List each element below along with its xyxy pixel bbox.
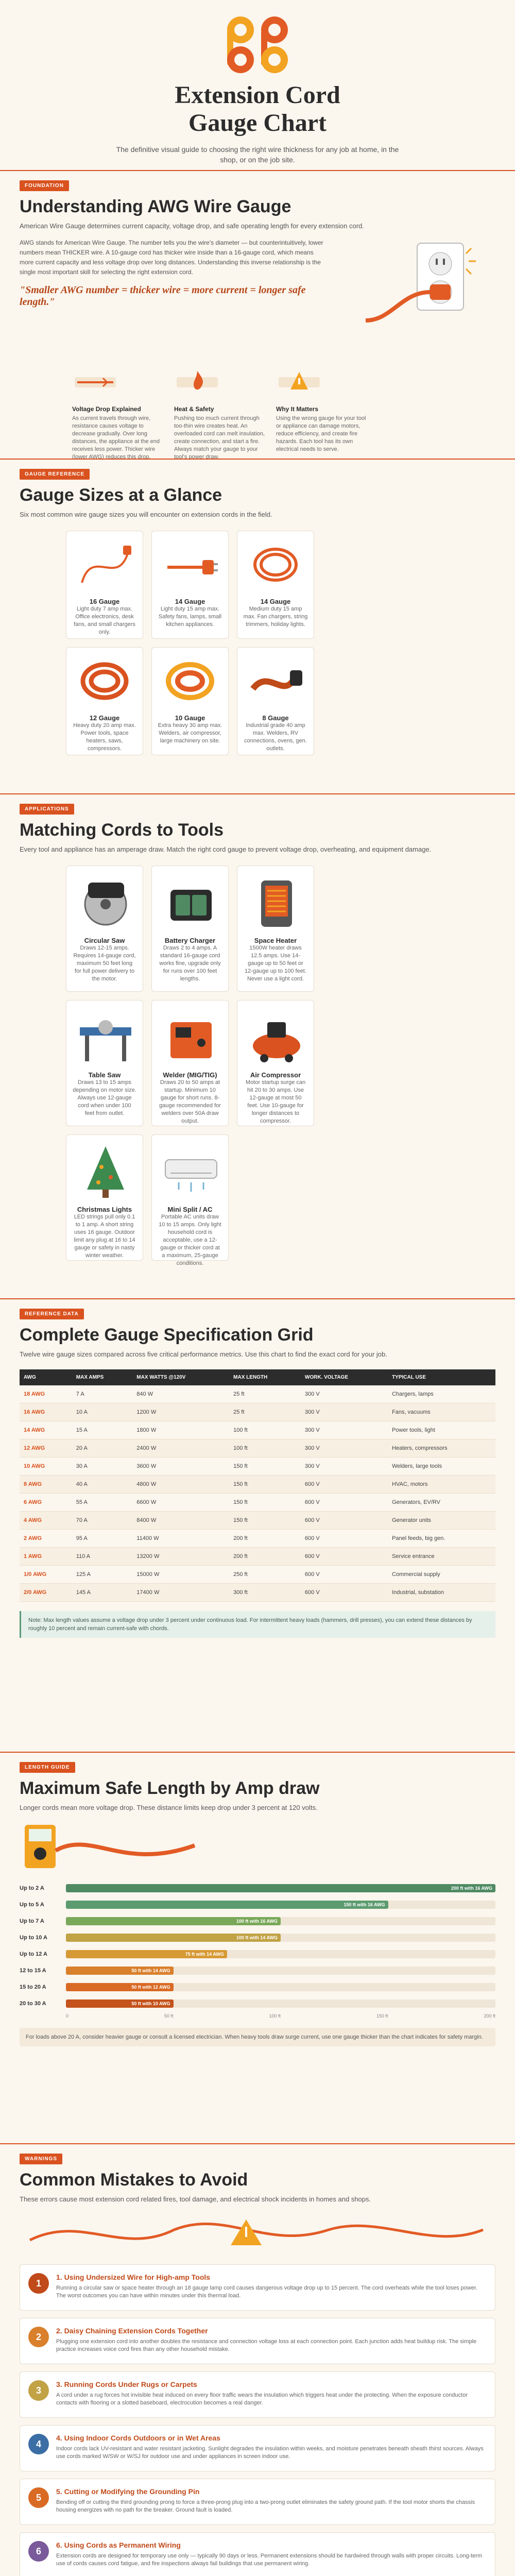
table-cell: 4 AWG bbox=[20, 1512, 72, 1530]
table-cell: 3600 W bbox=[132, 1458, 229, 1476]
mistake-item bbox=[20, 2532, 495, 2576]
table-cell: 125 A bbox=[72, 1566, 133, 1584]
title-line1: Extension Cord bbox=[175, 81, 340, 109]
bar-row bbox=[20, 1931, 495, 1944]
voltage-drop-icon bbox=[72, 367, 118, 398]
table-cell: Commercial supply bbox=[388, 1566, 495, 1584]
tool-desc: Draws 20 to 50 amps at startup. Minimum 10 gauge for short runs. 8-gauge recommended for welders over 50A draw output. bbox=[159, 1079, 221, 1124]
mistake-desc: Running a circular saw or space heater through an 18 gauge lamp cord causes dangerous voltage drop up to 15 percent. The cord overheats while the tool loses power. The worst outcomes you can have within minutes under this thermal load. bbox=[56, 2285, 477, 2299]
table-cell: 1200 W bbox=[132, 1403, 229, 1421]
table-cell: 70 A bbox=[72, 1512, 133, 1530]
table-cell: 600 V bbox=[301, 1530, 388, 1548]
table-row bbox=[20, 1512, 495, 1530]
hazard-illustration-icon bbox=[20, 2209, 495, 2256]
section-title: Common Mistakes to Avoid bbox=[20, 2170, 248, 2190]
mistake-desc: Extension cords are designed for temporary use only — typically 90 days or less. Permanent extensions should be hardwired through walls with proper circuits. Long-term use of cords causes cord fatigue, and fire inspections always fail buildings that use permanent wiring. bbox=[56, 2553, 483, 2567]
mistake-item bbox=[20, 2371, 495, 2418]
gauge-title: 8 Gauge bbox=[262, 714, 289, 722]
axis-tick-label: 0 bbox=[66, 2013, 69, 2019]
meter-illustration bbox=[20, 1820, 495, 1871]
table-row bbox=[20, 1403, 495, 1421]
tool-card bbox=[151, 866, 229, 992]
heat-flame-icon bbox=[174, 367, 220, 398]
table-cell: 150 ft bbox=[229, 1458, 301, 1476]
gauge-card bbox=[66, 647, 143, 755]
bar-row bbox=[20, 1980, 495, 1994]
table-row bbox=[20, 1385, 495, 1403]
table-cell: 200 ft bbox=[229, 1548, 301, 1566]
table-cell: 200 ft bbox=[229, 1530, 301, 1548]
bar-track bbox=[66, 1901, 495, 1909]
header-cell: TYPICAL USE bbox=[388, 1369, 495, 1385]
mistake-title: 6. Using Cords as Permanent Wiring bbox=[56, 2541, 181, 2549]
bar-track bbox=[66, 1999, 495, 2008]
section-intro: Twelve wire gauge sizes compared across five critical performance metrics. Use this chart to find the exact cord for your job. bbox=[20, 1350, 387, 1358]
bar-axis bbox=[66, 2013, 495, 2019]
air-compressor-icon bbox=[244, 1007, 310, 1069]
table-cell: 600 V bbox=[301, 1566, 388, 1584]
table-cell: 15000 W bbox=[132, 1566, 229, 1584]
page-title bbox=[0, 81, 515, 137]
christmas-tree-icon bbox=[73, 1141, 139, 1203]
tool-title: Welder (MIG/TIG) bbox=[163, 1071, 217, 1079]
bar-category-label: Up to 2 A bbox=[20, 1885, 44, 1891]
table-cell: 14 AWG bbox=[20, 1421, 72, 1439]
gauge-title: 12 Gauge bbox=[89, 714, 120, 722]
section-intro: Every tool and appliance has an amperage draw. Match the right cord gauge to prevent voltage drop, overheating, and equipment damage. bbox=[20, 845, 432, 853]
header-cell: MAX WATTS @120V bbox=[132, 1369, 229, 1385]
gauge-desc: Medium duty 15 amp max. Fan chargers, string trimmers, holiday lights. bbox=[243, 606, 308, 628]
bar-category-label: 12 to 15 A bbox=[20, 1968, 46, 1974]
heavy-coil-icon bbox=[72, 653, 138, 709]
table-cell: 2400 W bbox=[132, 1439, 229, 1458]
length-bar-chart bbox=[20, 1882, 495, 2010]
gauge-card bbox=[237, 531, 314, 639]
table-cell: 300 V bbox=[301, 1458, 388, 1476]
table-cell: 600 V bbox=[301, 1476, 388, 1494]
gauge-desc: Extra heavy 30 amp max. Welders, air compressor, large machinery on site. bbox=[158, 722, 222, 744]
gauge-desc: Light duty 15 amp max. Safety fans, lamps, small kitchen appliances. bbox=[158, 606, 222, 628]
table-cell: 17400 W bbox=[132, 1584, 229, 1602]
mistake-desc: A cord under a rug forces hot invisible heat induced on every floor traffic wears the insulation which triggers heat under the protecting. When the exposure conductor contacts with flooring or a slotted baseboard, electrocution becomes a real danger. bbox=[56, 2392, 468, 2406]
section-tag: GAUGE REFERENCE bbox=[20, 469, 90, 480]
mistake-item bbox=[20, 2425, 495, 2471]
axis-tick-label: 100 ft bbox=[269, 2013, 281, 2019]
welder-icon bbox=[158, 1007, 224, 1069]
header-cell: MAX LENGTH bbox=[229, 1369, 301, 1385]
bar-track bbox=[66, 1950, 495, 1958]
bar-row bbox=[20, 1997, 495, 2010]
table-row bbox=[20, 1494, 495, 1512]
tool-title: Battery Charger bbox=[164, 937, 216, 944]
gauge-card bbox=[237, 647, 314, 755]
spec-table bbox=[20, 1369, 495, 1602]
gauge-card bbox=[151, 531, 229, 639]
mistake-number: 5 bbox=[28, 2487, 49, 2508]
table-cell: Service entrance bbox=[388, 1548, 495, 1566]
table-cell: 1 AWG bbox=[20, 1548, 72, 1566]
bar-mark: 50 ft with 12 AWG bbox=[66, 1983, 174, 1991]
table-cell: Industrial, substation bbox=[388, 1584, 495, 1602]
tool-desc: Portable AC units draw 10 to 15 amps. Only light household cord is acceptable, use a 12-gauge or thicker cord at a maximum, 25-gauge conditions. bbox=[159, 1214, 221, 1266]
gauge-card bbox=[151, 647, 229, 755]
table-cell: 300 V bbox=[301, 1403, 388, 1421]
gauge-grid bbox=[66, 531, 495, 755]
table-row bbox=[20, 1566, 495, 1584]
section-tag: WARNINGS bbox=[20, 2154, 62, 2164]
bar-row bbox=[20, 1914, 495, 1928]
awg-quote: "Smaller AWG number = thicker wire = more current = longer safe length." bbox=[20, 284, 306, 308]
table-cell: 12 AWG bbox=[20, 1439, 72, 1458]
mistake-desc: Plugging one extension cord into another doubles the resistance and connection voltage loss at each connection point. Each junction adds heat buildup risk. The simple practice increases voice cord fires than any other household mistake. bbox=[56, 2338, 477, 2352]
table-cell: 150 ft bbox=[229, 1494, 301, 1512]
plug-logo-icon bbox=[0, 14, 515, 76]
circular-saw-icon bbox=[73, 872, 139, 934]
page-subtitle: The definitive visual guide to choosing the right wire thickness for any job at home, in the shop, or on the job site. bbox=[116, 145, 399, 164]
section-intro: American Wire Gauge determines current capacity, voltage drop, and safe operating length for every extension cord. bbox=[20, 222, 364, 230]
table-cell: 7 A bbox=[72, 1385, 133, 1403]
table-cell: 600 V bbox=[301, 1548, 388, 1566]
mistake-title: 4. Using Indoor Cords Outdoors or in Wet Areas bbox=[56, 2434, 220, 2442]
table-cell: 150 ft bbox=[229, 1476, 301, 1494]
table-cell: 300 V bbox=[301, 1439, 388, 1458]
battery-charger-icon bbox=[158, 872, 224, 934]
table-cell: 840 W bbox=[132, 1385, 229, 1403]
bar-mark: 75 ft with 14 AWG bbox=[66, 1950, 227, 1958]
axis-tick-label: 50 ft bbox=[164, 2013, 174, 2019]
bar-mark: 200 ft with 16 AWG bbox=[66, 1884, 495, 1892]
tool-desc: Motor startup surge can hit 20 to 30 amps. Use 12-gauge at most 50 feet. Use 10-gauge for longer distances to compressor. bbox=[245, 1079, 306, 1124]
table-cell: 250 ft bbox=[229, 1566, 301, 1584]
header-cell: WORK. VOLTAGE bbox=[301, 1369, 388, 1385]
table-body bbox=[20, 1385, 495, 1602]
section-intro: Longer cords mean more voltage drop. These distance limits keep drop under 3 percent at 120 volts. bbox=[20, 1804, 318, 1811]
table-cell: HVAC, motors bbox=[388, 1476, 495, 1494]
table-cell: Power tools, light bbox=[388, 1421, 495, 1439]
gauge-card bbox=[66, 531, 143, 639]
table-cell: Welders, large tools bbox=[388, 1458, 495, 1476]
table-cell: Fans, vacuums bbox=[388, 1403, 495, 1421]
table-cell: 55 A bbox=[72, 1494, 133, 1512]
bar-track bbox=[66, 1934, 495, 1942]
table-cell: 100 ft bbox=[229, 1439, 301, 1458]
bar-mark: 50 ft with 14 AWG bbox=[66, 1967, 174, 1975]
mistake-number: 3 bbox=[28, 2380, 49, 2401]
why-item bbox=[276, 367, 369, 461]
tool-title: Table Saw bbox=[88, 1071, 121, 1079]
section-tag: REFERENCE DATA bbox=[20, 1309, 84, 1319]
mistake-title: 3. Running Cords Under Rugs or Carpets bbox=[56, 2380, 197, 2388]
mistake-number: 2 bbox=[28, 2327, 49, 2347]
section-length-guide bbox=[0, 1752, 515, 2143]
cord-plug-icon bbox=[157, 536, 223, 593]
mistake-title: 5. Cutting or Modifying the Grounding Pin bbox=[56, 2487, 200, 2496]
bar-mark: 100 ft with 16 AWG bbox=[66, 1917, 281, 1925]
bar-row bbox=[20, 1964, 495, 1977]
table-cell: 25 ft bbox=[229, 1385, 301, 1403]
bar-track bbox=[66, 1884, 495, 1892]
spec-note: Note: Max length values assume a voltage drop under 3 percent under continuous load. For intermittent heavy loads (hammers, drill presses), you can extend these distances by roughly 10 percent and remain current-safe with chords. bbox=[20, 1611, 495, 1638]
table-row bbox=[20, 1584, 495, 1602]
bar-category-label: Up to 5 A bbox=[20, 1902, 44, 1908]
table-cell: 18 AWG bbox=[20, 1385, 72, 1403]
tool-title: Air Compressor bbox=[250, 1071, 301, 1079]
why-row bbox=[72, 367, 369, 461]
thin-cord-icon bbox=[72, 536, 138, 593]
table-cell: 600 V bbox=[301, 1512, 388, 1530]
table-cell: 150 ft bbox=[229, 1512, 301, 1530]
section-applications bbox=[0, 793, 515, 1298]
tool-title: Space Heater bbox=[254, 937, 297, 944]
table-cell: 15 A bbox=[72, 1421, 133, 1439]
bar-mark: 150 ft with 16 AWG bbox=[66, 1901, 388, 1909]
why-item bbox=[72, 367, 165, 461]
table-cell: Generator units bbox=[388, 1512, 495, 1530]
table-row bbox=[20, 1530, 495, 1548]
bar-mark: 100 ft with 14 AWG bbox=[66, 1934, 281, 1942]
table-cell: Generators, EV/RV bbox=[388, 1494, 495, 1512]
tool-desc: 1500W heater draws 12.5 amps. Use 14-gauge up to 50 feet or 12-gauge up to 100 feet. Never use a light cord. bbox=[245, 945, 306, 982]
gauge-desc: Heavy duty 20 amp max. Power tools, space heaters, saws, compressors. bbox=[73, 722, 136, 752]
table-cell: 100 ft bbox=[229, 1421, 301, 1439]
table-cell: 1/0 AWG bbox=[20, 1566, 72, 1584]
mistake-desc: Indoor cords lack UV-resistant and water resistant jacketing. Sunlight degrades the insulation within weeks, and moisture penetrates beneath sheath thirst sources. Always use cords marked W/SW or W/SJ for outdoor use and under appliances in screen indoor use. bbox=[56, 2446, 484, 2460]
section-tag: APPLICATIONS bbox=[20, 804, 74, 815]
table-cell: 300 V bbox=[301, 1385, 388, 1403]
bar-track bbox=[66, 1917, 495, 1925]
header-cell: MAX AMPS bbox=[72, 1369, 133, 1385]
table-saw-icon bbox=[73, 1007, 139, 1069]
bar-category-label: Up to 12 A bbox=[20, 1951, 47, 1957]
section-mistakes bbox=[0, 2143, 515, 2576]
table-cell: 10 AWG bbox=[20, 1458, 72, 1476]
table-row bbox=[20, 1458, 495, 1476]
space-heater-icon bbox=[244, 872, 310, 934]
table-cell: 30 A bbox=[72, 1458, 133, 1476]
tool-title: Mini Split / AC bbox=[167, 1206, 213, 1213]
table-cell: Heaters, compressors bbox=[388, 1439, 495, 1458]
why-title: Heat & Safety bbox=[174, 405, 214, 413]
table-row bbox=[20, 1421, 495, 1439]
section-title: Gauge Sizes at a Glance bbox=[20, 485, 222, 505]
table-cell: Panel feeds, big gen. bbox=[388, 1530, 495, 1548]
table-row bbox=[20, 1548, 495, 1566]
section-title: Matching Cords to Tools bbox=[20, 820, 224, 840]
why-desc: Pushing too much current through too-thin wire creates heat. An overloaded cord can melt insulation, create connection, and start a fire. Always match your gauge to your tool's power draw. bbox=[174, 415, 265, 460]
why-title: Voltage Drop Explained bbox=[72, 405, 141, 413]
industrial-cord-icon bbox=[243, 653, 308, 709]
mistake-title: 1. Using Undersized Wire for High-amp Tools bbox=[56, 2273, 211, 2281]
warning-icon bbox=[276, 367, 322, 398]
tool-card bbox=[66, 866, 143, 992]
why-title: Why It Matters bbox=[276, 405, 319, 413]
table-cell: 8 AWG bbox=[20, 1476, 72, 1494]
axis-tick-label: 200 ft bbox=[484, 2013, 495, 2019]
mistake-number: 1 bbox=[28, 2273, 49, 2294]
mistake-number: 4 bbox=[28, 2434, 49, 2454]
tool-card bbox=[151, 1134, 229, 1266]
table-cell: 95 A bbox=[72, 1530, 133, 1548]
section-title: Complete Gauge Specification Grid bbox=[20, 1325, 314, 1345]
tool-card bbox=[66, 1000, 143, 1126]
table-cell: 40 A bbox=[72, 1476, 133, 1494]
hero-header bbox=[0, 0, 515, 170]
mistake-item bbox=[20, 2479, 495, 2525]
mini-split-ac-icon bbox=[158, 1141, 224, 1203]
header-cell: AWG bbox=[20, 1369, 72, 1385]
mistake-title: 2. Daisy Chaining Extension Cords Together bbox=[56, 2327, 208, 2335]
gauge-title: 10 Gauge bbox=[175, 714, 205, 722]
mistake-list bbox=[20, 2264, 495, 2576]
section-title: Understanding AWG Wire Gauge bbox=[20, 197, 291, 216]
section-gauge-reference bbox=[0, 459, 515, 793]
gauge-title: 16 Gauge bbox=[89, 598, 120, 605]
bar-category-label: Up to 7 A bbox=[20, 1918, 44, 1924]
why-desc: As current travels through wire, resistance causes voltage to decrease gradually. Over long distances, the appliance at the end receives less power. Thicker wire (lower AWG) reduces this drop. bbox=[72, 415, 160, 460]
table-cell: 300 ft bbox=[229, 1584, 301, 1602]
reel-cord-icon bbox=[157, 653, 223, 709]
mistake-item bbox=[20, 2318, 495, 2364]
tool-title: Christmas Lights bbox=[77, 1206, 132, 1213]
table-cell: 600 V bbox=[301, 1584, 388, 1602]
table-cell: 13200 W bbox=[132, 1548, 229, 1566]
table-cell: 16 AWG bbox=[20, 1403, 72, 1421]
gauge-title: 14 Gauge bbox=[175, 598, 205, 605]
tool-title: Circular Saw bbox=[84, 937, 125, 944]
table-row bbox=[20, 1476, 495, 1494]
section-foundation bbox=[0, 170, 515, 459]
bar-mark: 50 ft with 10 AWG bbox=[66, 1999, 174, 2008]
length-note: For loads above 20 A, consider heavier gauge or consult a licensed electrician. When heavy tools draw surge current, use one gauge thicker than the chart indicates for safety margin. bbox=[20, 2028, 495, 2046]
table-cell: 4800 W bbox=[132, 1476, 229, 1494]
table-cell: 2 AWG bbox=[20, 1530, 72, 1548]
bar-track bbox=[66, 1983, 495, 1991]
table-cell: 25 ft bbox=[229, 1403, 301, 1421]
table-cell: 20 A bbox=[72, 1439, 133, 1458]
section-tag: LENGTH GUIDE bbox=[20, 1762, 75, 1773]
gauge-desc: Industrial grade 40 amp max. Welders, RV connections, ovens, gen. outlets. bbox=[244, 722, 307, 752]
gauge-title: 14 Gauge bbox=[260, 598, 291, 605]
table-cell: 6600 W bbox=[132, 1494, 229, 1512]
tool-grid bbox=[66, 866, 495, 1266]
bar-category-label: Up to 10 A bbox=[20, 1935, 47, 1941]
awg-body: AWG stands for American Wire Gauge. The number tells you the wire's diameter — but counterintuitively, lower numbers mean THICKER wire. A 10-gauge cord has thicker wire inside than a 16-gauge cord, which means more current capacity and less voltage drop over long distances. Understanding this inverse relationship is the single most important skill for selecting the right extension cord. bbox=[20, 239, 323, 276]
tool-card bbox=[151, 1000, 229, 1126]
bar-track bbox=[66, 1967, 495, 1975]
tool-desc: Draws 13 to 15 amps depending on motor size. Always use 12-gauge cord when under 100 feet from outlet. bbox=[73, 1079, 136, 1116]
table-cell: 11400 W bbox=[132, 1530, 229, 1548]
wall-outlet-icon bbox=[360, 233, 484, 336]
multimeter-cord-icon bbox=[20, 1820, 205, 1871]
table-cell: 145 A bbox=[72, 1584, 133, 1602]
bar-row bbox=[20, 1898, 495, 1911]
table-cell: 2/0 AWG bbox=[20, 1584, 72, 1602]
tool-desc: LED strings pull only 0.1 to 1 amp. A short string uses 16 gauge. Outdoor limit any plug at 16 to 14 gauge or safety in nasty winter weather. bbox=[74, 1214, 135, 1259]
table-row bbox=[20, 1439, 495, 1458]
why-desc: Using the wrong gauge for your tool or appliance can damage motors, reduce efficiency, and create fire hazards. Each tool has its own electrical needs to serve. bbox=[276, 415, 366, 452]
gauge-desc: Light duty 7 amp max. Office electronics, desk fans, and small chargers only. bbox=[74, 606, 135, 635]
tool-desc: Draws 12-15 amps. Requires 14-gauge cord, maximum 50 feet long for full power delivery to the motor. bbox=[73, 945, 136, 982]
table-cell: 10 A bbox=[72, 1403, 133, 1421]
table-cell: 6 AWG bbox=[20, 1494, 72, 1512]
coiled-cord-icon bbox=[243, 536, 308, 593]
table-cell: 300 V bbox=[301, 1421, 388, 1439]
table-cell: 110 A bbox=[72, 1548, 133, 1566]
tool-card bbox=[66, 1134, 143, 1261]
table-header-row bbox=[20, 1369, 495, 1385]
title-line2: Gauge Chart bbox=[188, 109, 327, 137]
section-spec-grid bbox=[0, 1298, 515, 1752]
mistake-desc: Bending off or cutting the third grounding prong to force a three-prong plug into a two-prong outlet eliminates the safety ground path. If the tool motor shorts the chassis housing energizes with no path for the breaker. Ground fault is loaded. bbox=[56, 2499, 475, 2513]
mistake-number: 6 bbox=[28, 2541, 49, 2562]
axis-tick-label: 150 ft bbox=[376, 2013, 388, 2019]
tool-card bbox=[237, 866, 314, 992]
section-intro: These errors cause most extension cord related fires, tool damage, and electrical shock incidents in homes and shops. bbox=[20, 2195, 371, 2203]
bar-row bbox=[20, 1947, 495, 1961]
section-intro: Six most common wire gauge sizes you will encounter on extension cords in the field. bbox=[20, 511, 272, 518]
bar-row bbox=[20, 1882, 495, 1895]
tool-desc: Draws 2 to 4 amps. A standard 16-gauge cord works fine, upgrade only for runs over 100 feet lengths. bbox=[159, 945, 221, 982]
tool-card bbox=[237, 1000, 314, 1126]
table-cell: 8400 W bbox=[132, 1512, 229, 1530]
section-title: Maximum Safe Length by Amp draw bbox=[20, 1778, 320, 1798]
table-cell: 600 V bbox=[301, 1494, 388, 1512]
bar-category-label: 20 to 30 A bbox=[20, 2001, 46, 2007]
table-cell: 1800 W bbox=[132, 1421, 229, 1439]
mistake-item bbox=[20, 2264, 495, 2311]
why-item bbox=[174, 367, 267, 461]
bar-category-label: 15 to 20 A bbox=[20, 1984, 46, 1990]
table-cell: Chargers, lamps bbox=[388, 1385, 495, 1403]
section-tag: FOUNDATION bbox=[20, 180, 69, 191]
